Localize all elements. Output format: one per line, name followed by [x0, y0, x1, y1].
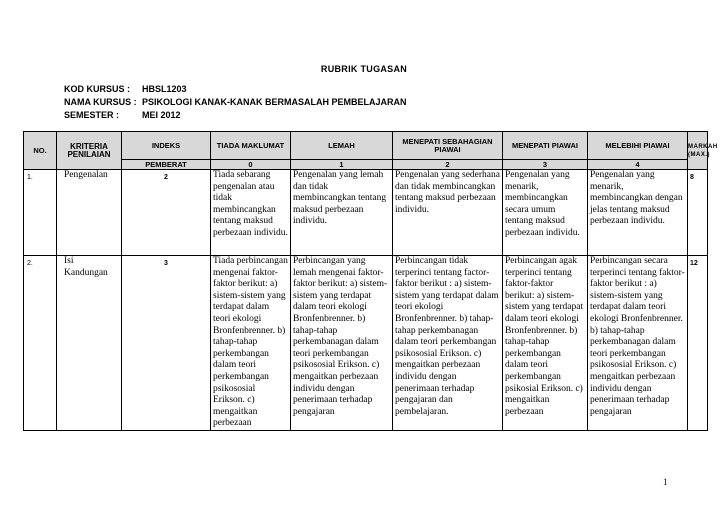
rubric-table [23, 131, 718, 431]
course-code-label: KOD KURSUS : [64, 84, 131, 94]
row-level-1-text: Perbincangan yang lemah mengenai faktor-faktor berikut: a) sistem-sistem yang terdapat dalam teori ekologi Bronfenbrenner. b) tahap-tahap perkembanagan dalam teori perkembangan psikososial Erikson. c) mengaitkan perbezaan individu dengan penerimaan terhadap pengajaran [293, 256, 388, 417]
header-score-2: 2 [393, 160, 503, 170]
row-level-1 [291, 256, 393, 431]
header-level-0: TIADA MAKLUMAT [211, 132, 291, 160]
header-level-3: MENEPATI PIAWAI [503, 132, 588, 160]
row-criteria: Isi Kandungan [57, 256, 122, 431]
row-level-2: Pengenalan yang sederhana dan tidak membincangkan tentang maksud perbezaan individu. [393, 170, 503, 256]
row-max-marks: 8 [688, 170, 708, 256]
course-name-label: NAMA KURSUS : [64, 97, 137, 107]
header-markah: MARKAH (MAX.) [688, 132, 708, 170]
row-level-1: Pengenalan yang lemah dan tidak membincangkan tentang maksud perbezaan individu. [291, 170, 393, 256]
row-criteria: Pengenalan [57, 170, 122, 256]
row-level-0-text: Tiada perbincangan mengenai faktor- faktor berikut: a) sistem-sistem yang terdapat dalam teori ekologi Bronfenbrenner. b) tahap-tahap perkembangan dalam teori perkembangan psikososial Erikson. c) mengaitkan perbezaan [213, 256, 288, 429]
row-level-4 [588, 256, 688, 431]
course-code-row [64, 83, 407, 96]
header-pemberat: PEMBERAT [122, 160, 211, 170]
header-score-3: 3 [503, 160, 588, 170]
row-max-marks: 12 [688, 256, 708, 431]
table-row [24, 170, 708, 256]
row-number: 1. [24, 170, 57, 256]
table-row [24, 256, 708, 431]
header-level-2: MENEPATI SEBAHAGIAN PIAWAI [393, 132, 503, 160]
header-level-1: LEMAH [291, 132, 393, 160]
row-level-0: Tiada sebarang pengenalan atau tidak membincangkan tentang maksud perbezaan individu. [211, 170, 291, 256]
row-number: 2. [24, 256, 57, 431]
course-name-row [64, 96, 407, 109]
header-score-1: 1 [291, 160, 393, 170]
course-name-value: PSIKOLOGI KANAK-KANAK BERMASALAH PEMBELAJARAN [142, 97, 407, 107]
header-kriteria: KRITERIA PENILAIAN [57, 132, 122, 170]
semester-label: SEMESTER : [64, 110, 120, 120]
course-info [64, 83, 407, 122]
page-number: 1 [663, 477, 668, 487]
header-score-0: 0 [211, 160, 291, 170]
row-level-3-text: Perbincangan agak terperinci tentang faktor-faktor berikut: a) sistem-sistem yang terdapat dalam teori ekologi Bronfenbrenner. b) tahap-tahap perkembangan dalam teori perkembangan psikosial Erikson. c) mengaitkan perbezaan [505, 256, 584, 417]
header-score-4: 4 [588, 160, 688, 170]
header-level-4: MELEBIHI PIAWAI [588, 132, 688, 160]
page-title: RUBRIK TUGASAN [320, 64, 408, 74]
row-level-4: Pengenalan yang menarik, membincangkan dengan jelas tentang maksud perbezaan individu. [588, 170, 688, 256]
header-indeks: INDEKS [122, 132, 211, 160]
row-level-3: Pengenalan yang menarik, membincangkan secara umum tentang maksud perbezaan individu. [503, 170, 588, 256]
row-level-2 [393, 256, 503, 431]
row-weight: 2 [122, 170, 211, 256]
header-no: NO. [24, 132, 57, 170]
row-level-3 [503, 256, 588, 431]
semester-value: MEI 2012 [142, 110, 181, 120]
course-code-value: HBSL1203 [142, 84, 187, 94]
row-level-0 [211, 256, 291, 431]
row-weight: 3 [122, 256, 211, 431]
row-level-4-text: Perbincangan secara terperinci tentang faktor-faktor berikut : a) sistem-sistem yang terdapat dalam teori ekologi Bronfenbrenner. b) tahap-tahap perkembanagan dalam teori perkembangan psikososial Erikson. c) mengaitkan perbezaan individu dengan penerimaan terhadap pengajaran [590, 256, 685, 417]
row-level-2-text: Perbincangan tidak terperinci tentang factor-faktor berikut : a) sistem-sistem yang terdapat dalam teori ekologi Bronfenbrenner. b) tahap-tahap perkembanagan dalam teori perkembangan psikososial Erikson. c) mengaitkan perbezaan individu dengan penerimaan terhadap pengajaran dan pembelajaran. [395, 256, 499, 417]
semester-row [64, 109, 407, 122]
